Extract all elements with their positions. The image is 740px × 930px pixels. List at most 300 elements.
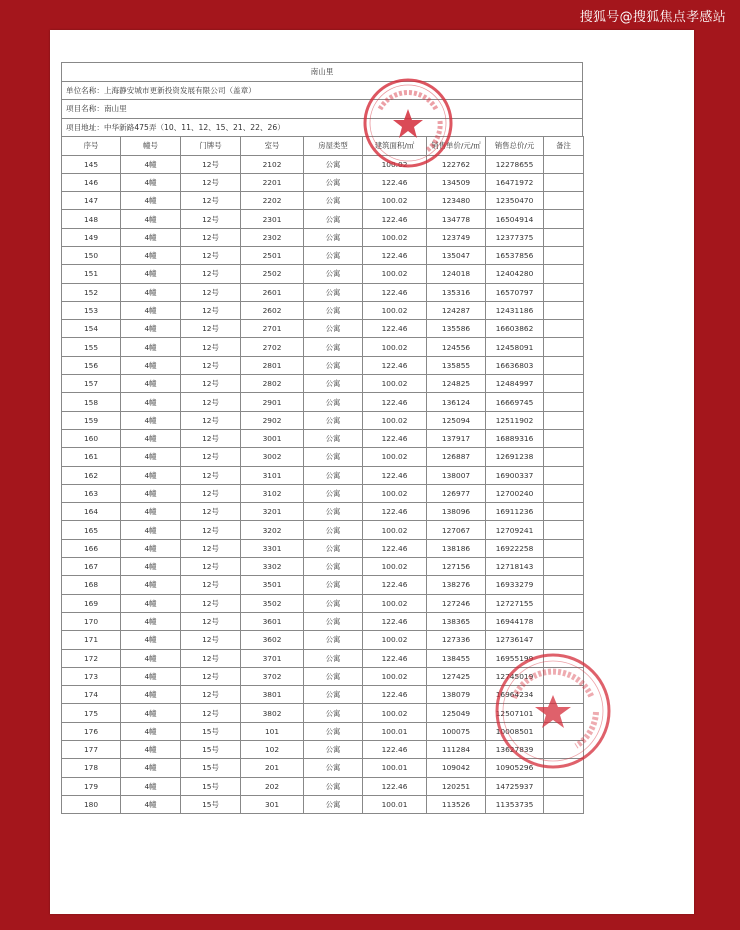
col-total-price-cell: 12709241 (486, 521, 544, 539)
table-row (62, 173, 584, 191)
col-building-cell: 4幢 (121, 484, 181, 502)
col-door-no-cell: 12号 (181, 173, 241, 191)
col-door-no-cell: 12号 (181, 521, 241, 539)
col-house-type-cell: 公寓 (304, 393, 363, 411)
col-building-cell: 4幢 (121, 503, 181, 521)
col-building-cell: 4幢 (121, 429, 181, 447)
col-building-cell: 4幢 (121, 411, 181, 429)
col-area-cell: 122.46 (363, 320, 427, 338)
col-building-cell: 4幢 (121, 228, 181, 246)
col-room-header: 室号 (241, 137, 304, 156)
col-house-type-cell: 公寓 (304, 704, 363, 722)
col-unit-price-cell: 135316 (427, 283, 486, 301)
table-row (62, 356, 584, 374)
sheet-title: 南山里 (61, 62, 583, 81)
col-area-cell: 122.46 (363, 649, 427, 667)
col-area-cell: 100.02 (363, 375, 427, 393)
col-door-no-cell: 12号 (181, 704, 241, 722)
col-building-cell: 4幢 (121, 246, 181, 264)
col-total-price-cell: 16471972 (486, 173, 544, 191)
col-unit-price-cell: 138276 (427, 576, 486, 594)
col-area-header: 建筑面积/㎡ (363, 137, 427, 156)
col-room-cell: 3301 (241, 539, 304, 557)
col-area-cell: 122.46 (363, 741, 427, 759)
col-door-no-cell: 12号 (181, 210, 241, 228)
col-total-price-cell: 12404280 (486, 265, 544, 283)
col-remarks-cell (544, 686, 584, 704)
col-house-type-cell: 公寓 (304, 741, 363, 759)
col-door-no-cell: 12号 (181, 686, 241, 704)
col-seq-cell: 146 (62, 173, 121, 191)
col-unit-price-cell: 123749 (427, 228, 486, 246)
col-unit-price-cell: 127425 (427, 667, 486, 685)
col-seq-cell: 166 (62, 539, 121, 557)
col-building-cell: 4幢 (121, 631, 181, 649)
col-unit-price-cell: 126977 (427, 484, 486, 502)
col-remarks-cell (544, 594, 584, 612)
col-area-cell: 100.02 (363, 521, 427, 539)
project-address-line: 项目地址：中华新路475弄（10、11、12、15、21、22、26） (61, 118, 583, 137)
col-door-no-cell: 12号 (181, 466, 241, 484)
col-building-cell: 4幢 (121, 576, 181, 594)
col-remarks-cell (544, 722, 584, 740)
col-remarks-cell (544, 301, 584, 319)
col-total-price-cell: 12278655 (486, 155, 544, 173)
col-total-price-cell: 12736147 (486, 631, 544, 649)
col-house-type-cell: 公寓 (304, 612, 363, 630)
col-door-no-cell: 12号 (181, 411, 241, 429)
col-building-cell: 4幢 (121, 192, 181, 210)
col-house-type-cell: 公寓 (304, 283, 363, 301)
col-room-cell: 2701 (241, 320, 304, 338)
col-seq-cell: 147 (62, 192, 121, 210)
col-unit-price-cell: 134778 (427, 210, 486, 228)
col-room-cell: 301 (241, 795, 304, 813)
col-total-price-cell: 16933279 (486, 576, 544, 594)
table-row (62, 484, 584, 502)
col-area-cell: 100.02 (363, 265, 427, 283)
col-house-type-cell: 公寓 (304, 448, 363, 466)
col-remarks-cell (544, 466, 584, 484)
col-door-no-cell: 12号 (181, 192, 241, 210)
table-row (62, 759, 584, 777)
col-seq-cell: 161 (62, 448, 121, 466)
col-door-no-cell: 12号 (181, 612, 241, 630)
col-room-cell: 3002 (241, 448, 304, 466)
col-room-cell: 3302 (241, 558, 304, 576)
col-house-type-cell: 公寓 (304, 667, 363, 685)
col-unit-price-cell: 127156 (427, 558, 486, 576)
col-seq-cell: 159 (62, 411, 121, 429)
col-unit-price-cell: 120251 (427, 777, 486, 795)
col-house-type-cell: 公寓 (304, 539, 363, 557)
col-remarks-cell (544, 411, 584, 429)
col-area-cell: 122.46 (363, 246, 427, 264)
col-seq-cell: 150 (62, 246, 121, 264)
col-total-price-cell: 16911236 (486, 503, 544, 521)
col-room-cell: 101 (241, 722, 304, 740)
col-door-no-cell: 12号 (181, 667, 241, 685)
col-unit-price-cell: 137917 (427, 429, 486, 447)
col-unit-price-header: 销售单价/元/㎡ (427, 137, 486, 156)
table-row (62, 649, 584, 667)
col-unit-price-cell: 127246 (427, 594, 486, 612)
table-row (62, 192, 584, 210)
col-room-cell: 2501 (241, 246, 304, 264)
col-area-cell: 122.46 (363, 686, 427, 704)
col-door-no-cell: 15号 (181, 741, 241, 759)
col-unit-price-cell: 138365 (427, 612, 486, 630)
col-area-cell: 100.02 (363, 631, 427, 649)
col-unit-price-cell: 125049 (427, 704, 486, 722)
col-house-type-cell: 公寓 (304, 594, 363, 612)
col-seq-cell: 165 (62, 521, 121, 539)
table-row (62, 429, 584, 447)
col-total-price-cell: 13627839 (486, 741, 544, 759)
col-total-price-cell: 16504914 (486, 210, 544, 228)
col-remarks-cell (544, 228, 584, 246)
col-remarks-cell (544, 558, 584, 576)
col-area-cell: 122.46 (363, 466, 427, 484)
table-body (62, 155, 584, 814)
col-house-type-header: 房屋类型 (304, 137, 363, 156)
col-door-no-cell: 12号 (181, 338, 241, 356)
col-building-cell: 4幢 (121, 173, 181, 191)
col-area-cell: 100.02 (363, 704, 427, 722)
col-unit-price-cell: 138096 (427, 503, 486, 521)
table-row (62, 777, 584, 795)
col-remarks-cell (544, 631, 584, 649)
col-room-cell: 2902 (241, 411, 304, 429)
col-seq-cell: 160 (62, 429, 121, 447)
col-house-type-cell: 公寓 (304, 173, 363, 191)
col-unit-price-cell: 138455 (427, 649, 486, 667)
col-remarks-cell (544, 741, 584, 759)
col-area-cell: 100.02 (363, 192, 427, 210)
col-door-no-cell: 12号 (181, 228, 241, 246)
col-house-type-cell: 公寓 (304, 649, 363, 667)
col-house-type-cell: 公寓 (304, 375, 363, 393)
col-unit-price-cell: 138007 (427, 466, 486, 484)
col-total-price-cell: 16636803 (486, 356, 544, 374)
col-remarks-cell (544, 429, 584, 447)
col-building-cell: 4幢 (121, 612, 181, 630)
col-area-cell: 122.46 (363, 612, 427, 630)
col-area-cell: 100.01 (363, 795, 427, 813)
col-building-cell: 4幢 (121, 722, 181, 740)
col-area-cell: 122.46 (363, 539, 427, 557)
col-total-price-cell: 10008501 (486, 722, 544, 740)
col-building-cell: 4幢 (121, 539, 181, 557)
col-building-cell: 4幢 (121, 356, 181, 374)
col-seq-cell: 149 (62, 228, 121, 246)
col-total-price-cell: 12377375 (486, 228, 544, 246)
col-seq-cell: 173 (62, 667, 121, 685)
col-door-no-header: 门牌号 (181, 137, 241, 156)
col-seq-cell: 163 (62, 484, 121, 502)
col-house-type-cell: 公寓 (304, 631, 363, 649)
col-room-cell: 2201 (241, 173, 304, 191)
col-seq-cell: 164 (62, 503, 121, 521)
col-seq-cell: 155 (62, 338, 121, 356)
col-house-type-cell: 公寓 (304, 759, 363, 777)
col-remarks-cell (544, 667, 584, 685)
col-house-type-cell: 公寓 (304, 686, 363, 704)
col-seq-cell: 145 (62, 155, 121, 173)
col-seq-cell: 152 (62, 283, 121, 301)
unit-name-line: 单位名称：上海静安城市更新投资发展有限公司（盖章） (61, 81, 583, 100)
col-area-cell: 100.02 (363, 228, 427, 246)
col-room-cell: 2802 (241, 375, 304, 393)
table-row (62, 375, 584, 393)
col-unit-price-cell: 135586 (427, 320, 486, 338)
col-room-cell: 2801 (241, 356, 304, 374)
col-area-cell: 122.46 (363, 210, 427, 228)
col-total-price-cell: 16944178 (486, 612, 544, 630)
col-remarks-cell (544, 795, 584, 813)
col-remarks-cell (544, 612, 584, 630)
col-remarks-cell (544, 704, 584, 722)
table-row (62, 521, 584, 539)
col-room-cell: 2601 (241, 283, 304, 301)
col-room-cell: 2302 (241, 228, 304, 246)
col-seq-cell: 172 (62, 649, 121, 667)
col-door-no-cell: 15号 (181, 759, 241, 777)
col-unit-price-cell: 134509 (427, 173, 486, 191)
col-seq-cell: 148 (62, 210, 121, 228)
col-unit-price-cell: 124287 (427, 301, 486, 319)
col-door-no-cell: 12号 (181, 448, 241, 466)
col-building-cell: 4幢 (121, 155, 181, 173)
col-room-cell: 3101 (241, 466, 304, 484)
col-house-type-cell: 公寓 (304, 722, 363, 740)
col-building-cell: 4幢 (121, 448, 181, 466)
table-row (62, 795, 584, 813)
col-seq-header: 序号 (62, 137, 121, 156)
col-house-type-cell: 公寓 (304, 503, 363, 521)
table-row (62, 539, 584, 557)
col-house-type-cell: 公寓 (304, 210, 363, 228)
table-row (62, 686, 584, 704)
col-area-cell: 100.02 (363, 448, 427, 466)
col-seq-cell: 158 (62, 393, 121, 411)
col-room-cell: 2901 (241, 393, 304, 411)
col-building-cell: 4幢 (121, 301, 181, 319)
col-unit-price-cell: 127336 (427, 631, 486, 649)
col-room-cell: 201 (241, 759, 304, 777)
col-remarks-cell (544, 320, 584, 338)
col-remarks-cell (544, 777, 584, 795)
col-room-cell: 3502 (241, 594, 304, 612)
col-seq-cell: 170 (62, 612, 121, 630)
col-house-type-cell: 公寓 (304, 338, 363, 356)
price-table (61, 136, 584, 814)
col-remarks-cell (544, 246, 584, 264)
col-unit-price-cell: 124825 (427, 375, 486, 393)
col-area-cell: 122.46 (363, 356, 427, 374)
col-total-price-cell: 12745019 (486, 667, 544, 685)
col-building-cell: 4幢 (121, 795, 181, 813)
col-building-cell: 4幢 (121, 265, 181, 283)
col-door-no-cell: 12号 (181, 283, 241, 301)
col-remarks-cell (544, 484, 584, 502)
col-remarks-cell (544, 265, 584, 283)
col-total-price-cell: 12484997 (486, 375, 544, 393)
table-row (62, 503, 584, 521)
col-door-no-cell: 15号 (181, 795, 241, 813)
table-header-row (62, 137, 584, 156)
col-door-no-cell: 12号 (181, 356, 241, 374)
col-door-no-cell: 12号 (181, 246, 241, 264)
col-house-type-cell: 公寓 (304, 356, 363, 374)
col-building-header: 幢号 (121, 137, 181, 156)
col-total-price-header: 销售总价/元 (486, 137, 544, 156)
col-house-type-cell: 公寓 (304, 411, 363, 429)
table-row (62, 320, 584, 338)
col-remarks-cell (544, 759, 584, 777)
col-seq-cell: 156 (62, 356, 121, 374)
col-building-cell: 4幢 (121, 704, 181, 722)
col-total-price-cell: 16603862 (486, 320, 544, 338)
col-area-cell: 100.02 (363, 484, 427, 502)
col-area-cell: 100.02 (363, 411, 427, 429)
table-row (62, 448, 584, 466)
col-room-cell: 3102 (241, 484, 304, 502)
col-door-no-cell: 12号 (181, 393, 241, 411)
col-building-cell: 4幢 (121, 558, 181, 576)
col-remarks-cell (544, 338, 584, 356)
col-building-cell: 4幢 (121, 777, 181, 795)
col-remarks-cell (544, 192, 584, 210)
col-total-price-cell: 12718143 (486, 558, 544, 576)
table-row (62, 704, 584, 722)
col-total-price-cell: 14725937 (486, 777, 544, 795)
col-door-no-cell: 12号 (181, 594, 241, 612)
col-building-cell: 4幢 (121, 667, 181, 685)
col-house-type-cell: 公寓 (304, 192, 363, 210)
price-list-sheet (61, 62, 583, 814)
col-area-cell: 122.46 (363, 503, 427, 521)
col-door-no-cell: 12号 (181, 503, 241, 521)
col-house-type-cell: 公寓 (304, 521, 363, 539)
col-remarks-cell (544, 576, 584, 594)
table-row (62, 338, 584, 356)
table-row (62, 155, 584, 173)
col-room-cell: 2702 (241, 338, 304, 356)
col-door-no-cell: 12号 (181, 484, 241, 502)
col-remarks-cell (544, 155, 584, 173)
col-area-cell: 122.46 (363, 429, 427, 447)
col-seq-cell: 157 (62, 375, 121, 393)
col-area-cell: 100.02 (363, 301, 427, 319)
col-unit-price-cell: 123480 (427, 192, 486, 210)
col-building-cell: 4幢 (121, 741, 181, 759)
col-door-no-cell: 12号 (181, 631, 241, 649)
col-room-cell: 3601 (241, 612, 304, 630)
col-unit-price-cell: 111284 (427, 741, 486, 759)
col-room-cell: 3801 (241, 686, 304, 704)
col-building-cell: 4幢 (121, 393, 181, 411)
col-room-cell: 3501 (241, 576, 304, 594)
col-room-cell: 2102 (241, 155, 304, 173)
col-door-no-cell: 15号 (181, 722, 241, 740)
col-door-no-cell: 12号 (181, 320, 241, 338)
col-total-price-cell: 16669745 (486, 393, 544, 411)
table-row (62, 393, 584, 411)
col-area-cell: 122.46 (363, 173, 427, 191)
col-total-price-cell: 12350470 (486, 192, 544, 210)
col-unit-price-cell: 122762 (427, 155, 486, 173)
col-seq-cell: 180 (62, 795, 121, 813)
table-row (62, 722, 584, 740)
col-room-cell: 3001 (241, 429, 304, 447)
col-house-type-cell: 公寓 (304, 484, 363, 502)
col-total-price-cell: 11353735 (486, 795, 544, 813)
col-house-type-cell: 公寓 (304, 558, 363, 576)
col-seq-cell: 174 (62, 686, 121, 704)
col-unit-price-cell: 126887 (427, 448, 486, 466)
col-room-cell: 2502 (241, 265, 304, 283)
col-door-no-cell: 12号 (181, 301, 241, 319)
table-row (62, 576, 584, 594)
table-row (62, 210, 584, 228)
col-door-no-cell: 15号 (181, 777, 241, 795)
col-total-price-cell: 12700240 (486, 484, 544, 502)
col-door-no-cell: 12号 (181, 649, 241, 667)
col-seq-cell: 175 (62, 704, 121, 722)
col-seq-cell: 153 (62, 301, 121, 319)
table-row (62, 741, 584, 759)
col-room-cell: 2202 (241, 192, 304, 210)
watermark-text: 搜狐号@搜狐焦点孝感站 (579, 10, 726, 25)
col-area-cell: 100.02 (363, 155, 427, 173)
col-total-price-cell: 16537856 (486, 246, 544, 264)
col-area-cell: 122.46 (363, 283, 427, 301)
col-seq-cell: 171 (62, 631, 121, 649)
col-unit-price-cell: 100075 (427, 722, 486, 740)
col-unit-price-cell: 135047 (427, 246, 486, 264)
col-room-cell: 3602 (241, 631, 304, 649)
col-unit-price-cell: 125094 (427, 411, 486, 429)
col-house-type-cell: 公寓 (304, 301, 363, 319)
table-row (62, 558, 584, 576)
col-area-cell: 122.46 (363, 777, 427, 795)
col-building-cell: 4幢 (121, 210, 181, 228)
col-building-cell: 4幢 (121, 521, 181, 539)
col-total-price-cell: 10905296 (486, 759, 544, 777)
col-area-cell: 122.46 (363, 576, 427, 594)
col-building-cell: 4幢 (121, 649, 181, 667)
col-total-price-cell: 12431186 (486, 301, 544, 319)
table-row (62, 265, 584, 283)
col-room-cell: 3202 (241, 521, 304, 539)
col-house-type-cell: 公寓 (304, 228, 363, 246)
col-area-cell: 100.02 (363, 338, 427, 356)
col-room-cell: 102 (241, 741, 304, 759)
table-row (62, 246, 584, 264)
col-building-cell: 4幢 (121, 594, 181, 612)
col-seq-cell: 169 (62, 594, 121, 612)
col-seq-cell: 154 (62, 320, 121, 338)
table-row (62, 301, 584, 319)
col-unit-price-cell: 113526 (427, 795, 486, 813)
col-total-price-cell: 12727155 (486, 594, 544, 612)
col-door-no-cell: 12号 (181, 558, 241, 576)
col-total-price-cell: 16570797 (486, 283, 544, 301)
col-total-price-cell: 16900337 (486, 466, 544, 484)
col-remarks-cell (544, 283, 584, 301)
col-house-type-cell: 公寓 (304, 246, 363, 264)
